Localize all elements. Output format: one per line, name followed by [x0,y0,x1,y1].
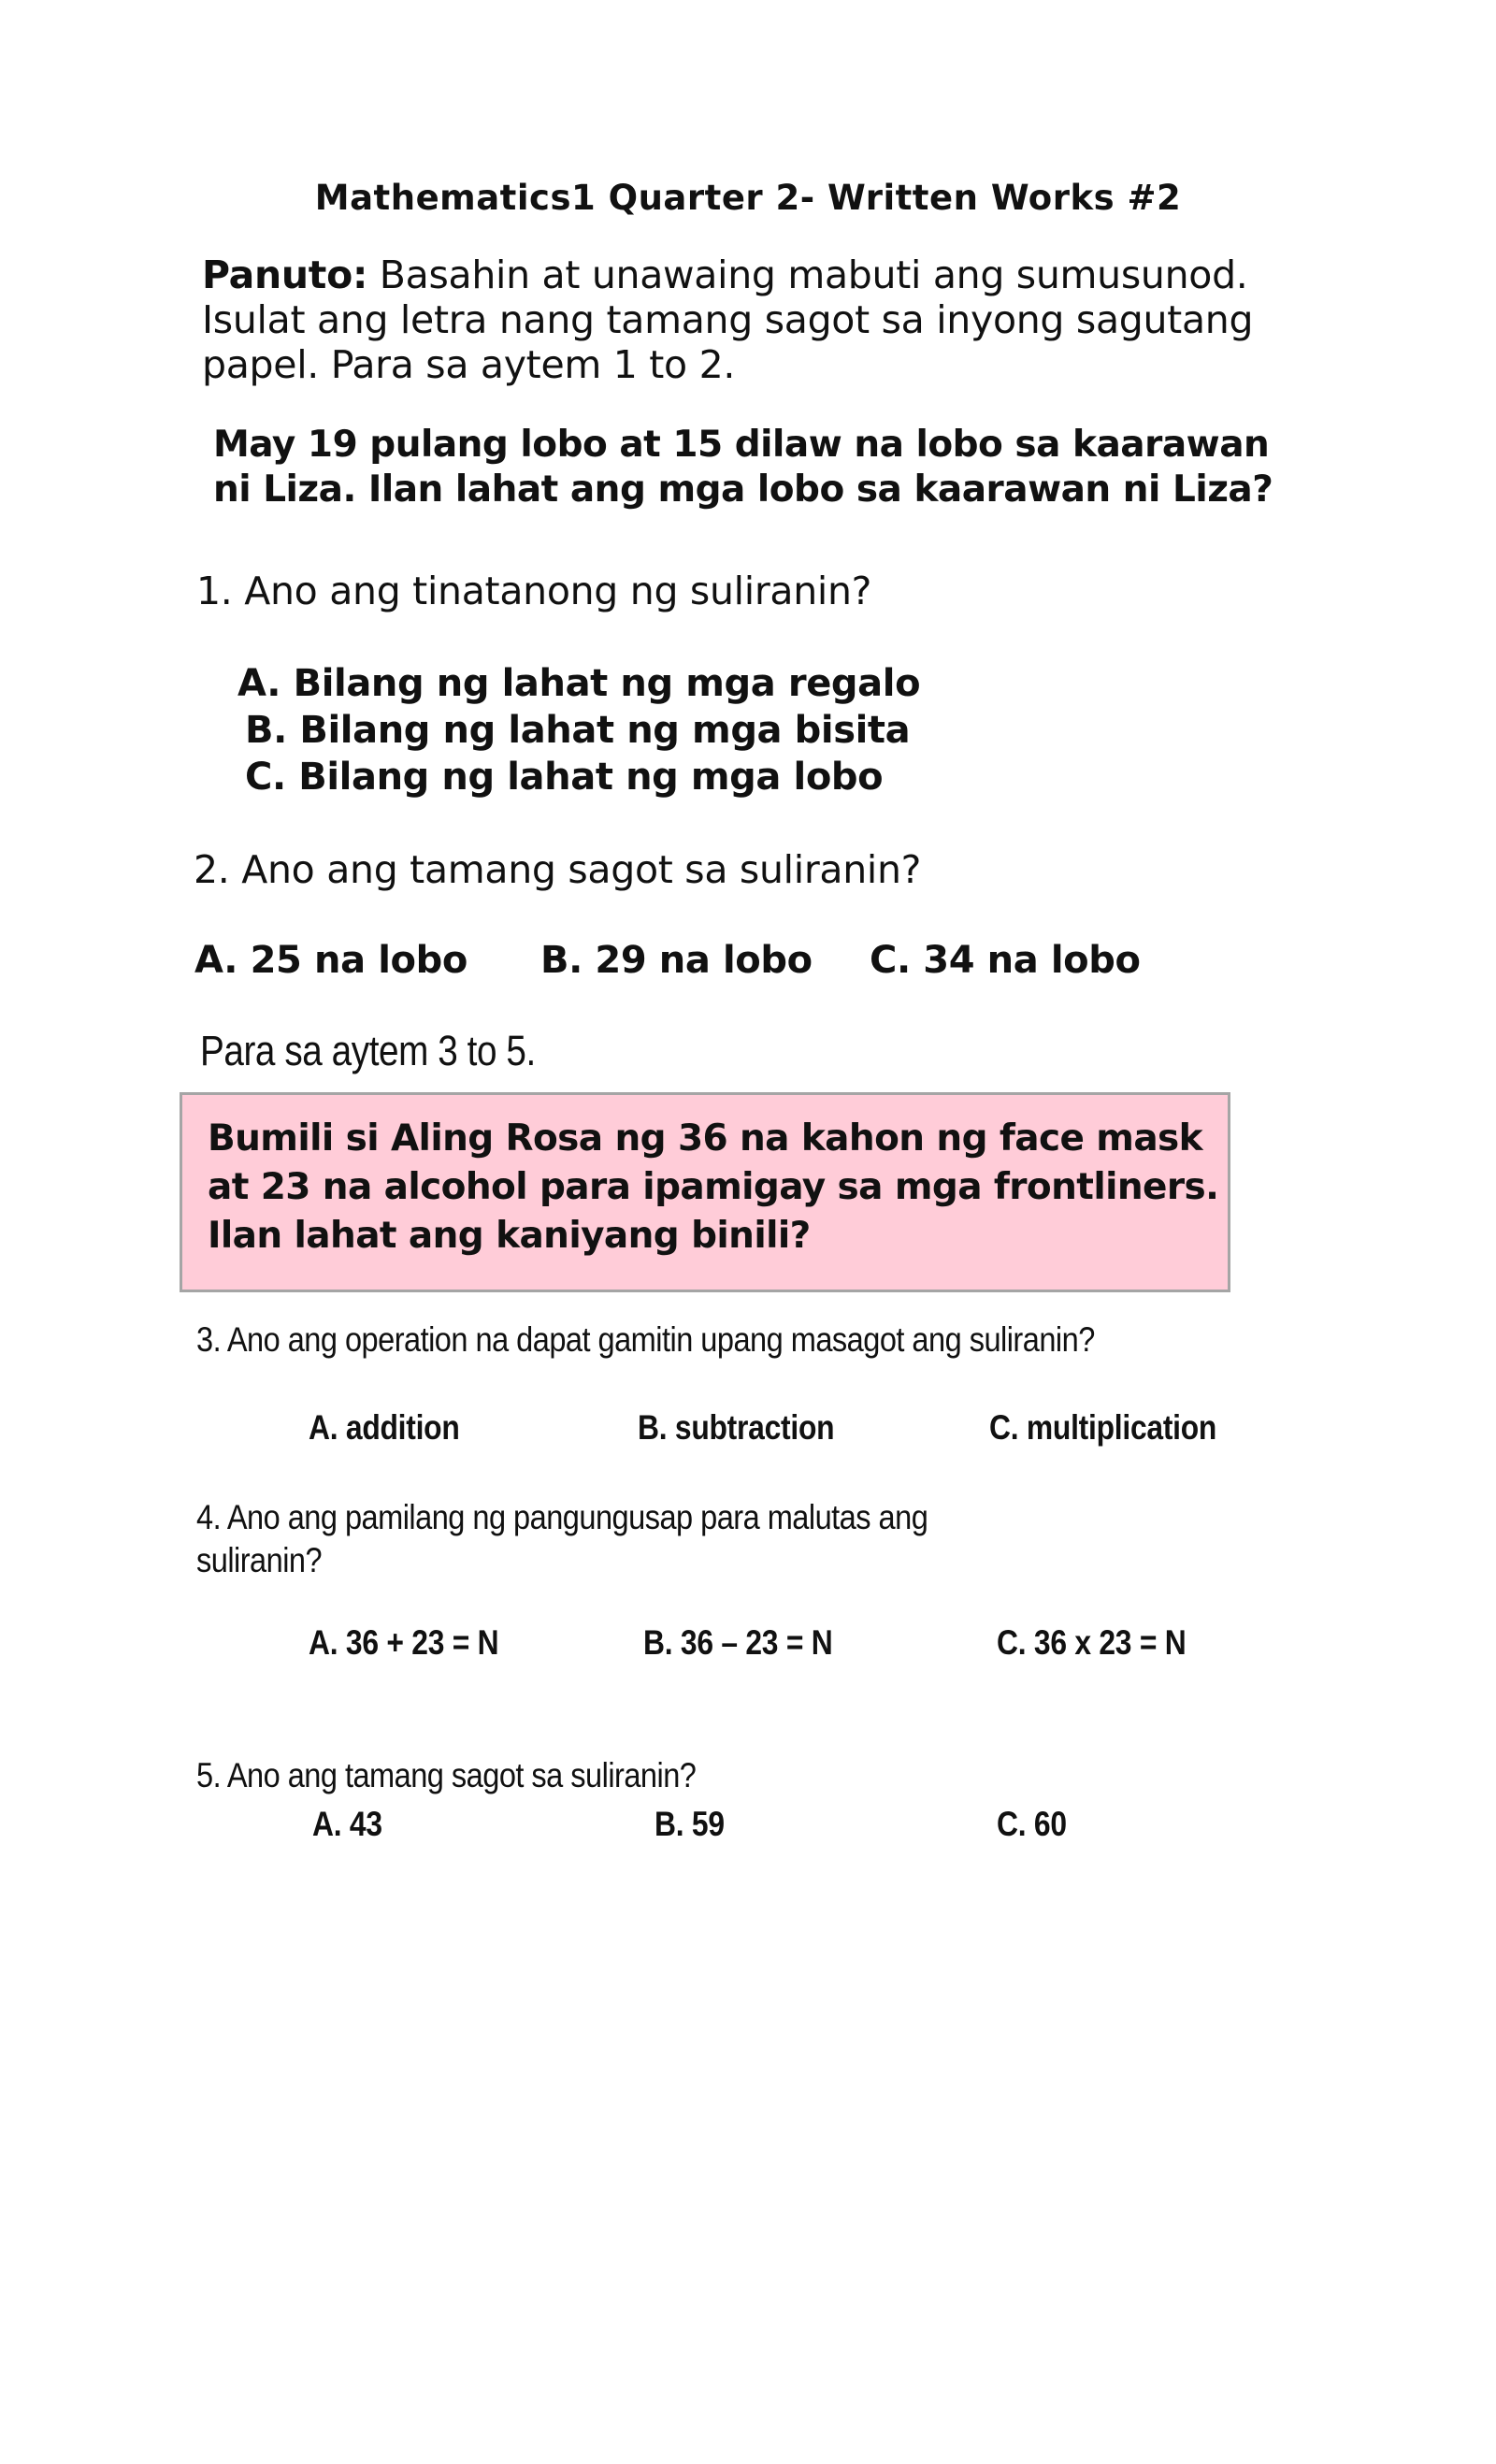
q2-option-a: A. 25 na lobo [194,939,468,982]
question-3: 3. Ano ang operation na dapat gamitin upang masagot ang suliranin? [196,1320,1095,1359]
worksheet-title: Mathematics1 Quarter 2- Written Works #2 [314,178,1182,218]
q3-option-b: B. subtraction [638,1408,835,1447]
q5-option-c: C. 60 [997,1805,1067,1843]
question-5: 5. Ano ang tamang sagot sa suliranin? [196,1756,697,1794]
section-2-heading: Para sa aytem 3 to 5. [200,1027,536,1074]
question-4-line-2: suliranin? [196,1541,323,1579]
q1-option-a: A. Bilang ng lahat ng mga regalo [237,662,921,705]
q3-option-a: A. addition [309,1408,460,1447]
instructions [202,252,1324,387]
question-4-line-1: 4. Ano ang pamilang ng pangungusap para malutas ang [196,1498,928,1536]
question-1: 1. Ano ang tinatanong ng suliranin? [196,569,872,613]
q2-option-c: C. 34 na lobo [870,939,1141,982]
q5-option-a: A. 43 [312,1805,382,1843]
problem-2-text: Bumili si Aling Rosa ng 36 na kahon ng face mask at 23 na alcohol para ipamigay sa mga frontliners. Ilan lahat ang kaniyang binili? [208,1117,1219,1257]
q2-option-b: B. 29 na lobo [540,939,813,982]
q4-option-b: B. 36 – 23 = N [643,1623,833,1662]
q3-option-c: C. multiplication [989,1408,1217,1447]
instructions-label: Panuto: [202,252,368,297]
q1-option-c: C. Bilang ng lahat ng mga lobo [245,756,884,799]
question-2: 2. Ano ang tamang sagot sa suliranin? [194,847,922,892]
q4-option-c: C. 36 x 23 = N [997,1623,1187,1662]
problem-1-text: May 19 pulang lobo at 15 dilaw na lobo sa kaarawan ni Liza. Ilan lahat ang mga lobo sa kaarawan ni Liza? [213,424,1273,511]
q4-option-a: A. 36 + 23 = N [309,1623,499,1662]
instructions-text: Basahin at unawaing mabuti ang sumusunod. Isulat ang letra nang tamang sagot sa inyong sagutang papel. Para sa aytem 1 to 2. [202,252,1254,387]
q1-option-b: B. Bilang ng lahat ng mga bisita [245,709,911,752]
q5-option-b: B. 59 [654,1805,725,1843]
